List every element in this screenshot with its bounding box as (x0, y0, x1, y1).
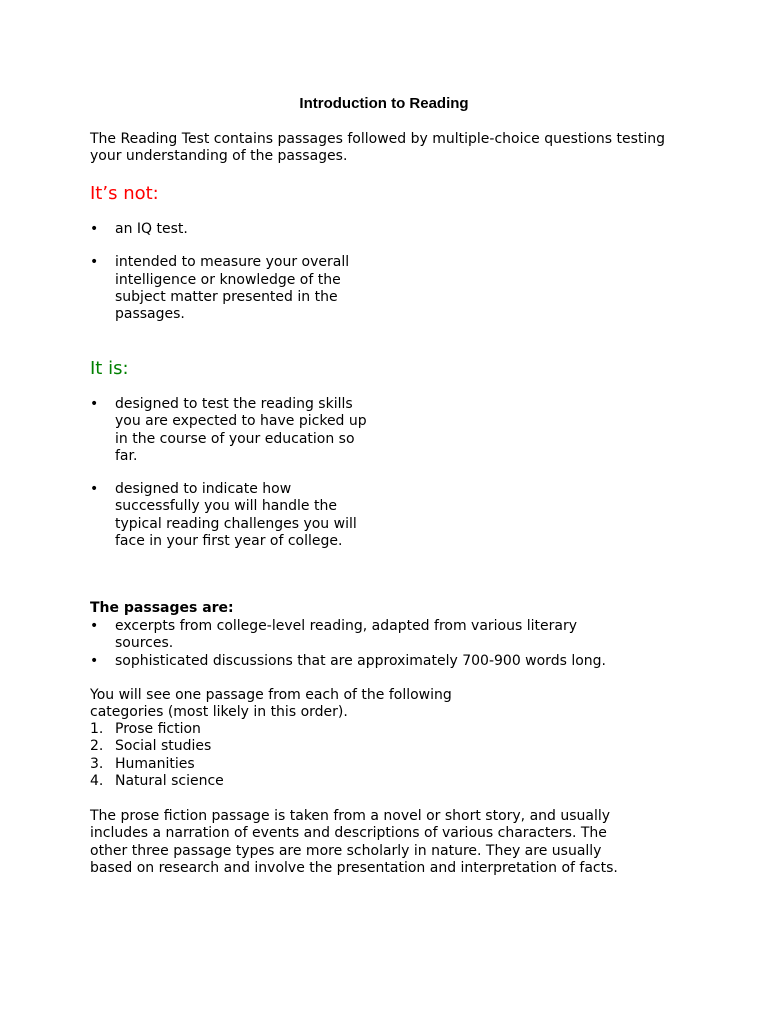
page-title: Introduction to Reading (299, 95, 469, 112)
list-item-text: Humanities (115, 755, 195, 772)
list-item (90, 396, 380, 465)
list-item-text: intended to measure your overall intelligence or knowledge of the subject matter presented in the passages. (115, 254, 350, 323)
bullet-icon: • (90, 396, 99, 412)
list-item (90, 756, 390, 773)
list-item (90, 481, 380, 550)
list-item-text: designed to indicate how successfully you will handle the typical reading challenges you will face in your first year of college. (115, 481, 357, 550)
bullet-icon: • (90, 618, 99, 634)
list-item-text: Natural science (115, 772, 224, 789)
list-item (90, 221, 390, 238)
list-number: 3. (90, 755, 104, 772)
bullet-icon: • (90, 254, 99, 271)
list-item-text: designed to test the reading skills you are expected to have picked up in the course of your education so far. (115, 396, 367, 464)
list-item-text: Social studies (115, 738, 212, 755)
list-item (90, 254, 365, 323)
list-item-text: an IQ test. (115, 221, 188, 237)
bullet-icon: • (90, 652, 99, 669)
list-number: 1. (90, 721, 104, 737)
closing-paragraph: The prose fiction passage is taken from a novel or short story, and usually includes a narration of events and descriptions of various characters. The other three passage types are more scholarly in nature. They are usually based on research and involve the presentation and interpretation of facts. (90, 808, 618, 876)
bullet-icon: • (90, 481, 99, 498)
passages-list (90, 618, 650, 670)
passages-heading: The passages are: (90, 600, 234, 616)
list-item (90, 773, 390, 790)
it-is-list (90, 396, 390, 550)
categories-intro: You will see one passage from each of the following categories (most likely in this order). (90, 687, 452, 721)
list-item-text: sophisticated discussions that are approximately 700-900 words long. (115, 652, 606, 669)
list-item (90, 721, 390, 738)
list-item (90, 738, 390, 755)
its-not-heading: It’s not: (90, 183, 159, 204)
list-number: 4. (90, 772, 104, 789)
intro-paragraph: The Reading Test contains passages followed by multiple-choice questions testing your understanding of the passages. (90, 131, 666, 165)
bullet-icon: • (90, 221, 99, 237)
list-item-text: excerpts from college-level reading, adapted from various literary sources. (115, 618, 577, 652)
list-item (90, 618, 595, 653)
its-not-list (90, 221, 390, 323)
it-is-heading: It is: (90, 358, 129, 379)
list-item-text: Prose fiction (115, 721, 201, 737)
list-number: 2. (90, 738, 104, 755)
list-item (90, 653, 650, 670)
categories-list (90, 721, 390, 790)
